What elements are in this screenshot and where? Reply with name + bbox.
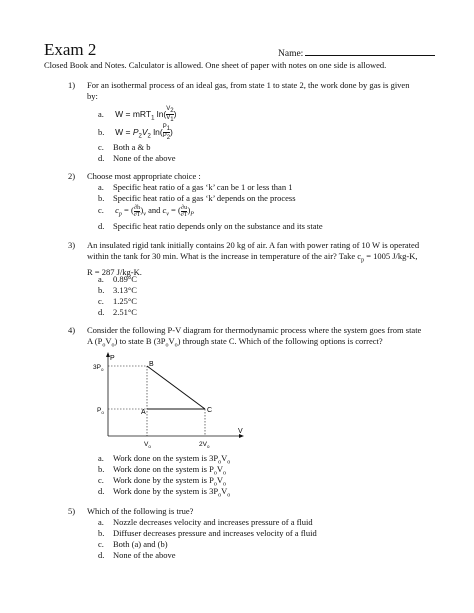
q3-option-b [98,285,137,295]
q4-option-c-text: Work done by the system is P [113,475,214,485]
q5-option-a-text: Nozzle decreases velocity and increases pressure of a fluid [113,517,313,527]
q4-option-c-letter: c. [98,475,104,485]
q3-option-c [98,296,137,306]
q2-option-a-letter: a. [98,182,104,192]
q4-stem-part5: ) through state C. Which of the following options is correct? [177,336,383,346]
pv-diagram [90,352,250,450]
q5-option-d-text: None of the above [113,550,176,560]
q1-option-d [98,153,176,163]
q3-option-d-letter: d. [98,307,105,317]
q2-option-d [98,221,323,231]
q5-option-c-text: Both (a) and (b) [113,539,168,549]
state-b-label: B [149,361,154,368]
q4-stem-part1: Consider the following P-V diagram for thermodynamic process where the system goes from state A (P [87,325,422,346]
q3-stem-sub: p [361,257,365,264]
q4-option-c-tail: V [216,475,223,485]
q3-option-b-text: 3.13°C [113,285,137,295]
q4-option-b-sub2: o [222,470,226,477]
q4-stem-part4: V [168,336,175,346]
q2-option-d-text: Specific heat ratio depends only on the substance and its state [113,221,323,231]
q2-option-d-letter: d. [98,221,105,231]
q2-stem: Choose most appropriate choice : [87,171,201,181]
state-c-label: C [207,407,213,414]
q3-option-a [98,274,137,284]
q3-option-c-text: 1.25°C [113,296,137,306]
q4-option-a-text: Work done on the system is 3P [113,453,219,463]
q1-option-b-formula: $W = P_2V_2$ ln( $\frac{P_1}{P_2}$ ) [115,124,173,142]
q2-number: 2) [68,171,76,181]
q1-option-a [98,106,176,123]
q1-stem: For an isothermal process of an ideal gas, from state 1 to state 2, the work done by gas is given by: [87,80,410,101]
q4-option-d-text: Work done by the system is 3P [113,486,219,496]
q1-option-a-letter: a. [98,108,104,119]
q4-option-c-sub2: o [222,481,226,488]
q4-stem-sub2: o [111,342,115,349]
q4-option-b-text: Work done on the system is P [113,464,214,474]
q1-option-b-letter: b. [98,126,105,137]
y-tick-3po: $3P_o$ [93,364,104,372]
q5-option-b-letter: b. [98,528,105,538]
q1-option-c-text: Both a & b [113,142,151,152]
q3-number: 3) [68,240,76,250]
q4-option-b-sub1: o [213,470,217,477]
q1-option-d-text: None of the above [113,153,176,163]
q5-option-d-letter: d. [98,550,105,560]
q1-option-a-formula: W = mRT$_1$ ln( $\frac{V_2}{V_1}$ ) [115,106,177,124]
q4-stem-sub1: o [102,342,106,349]
q3-stem-tail: = 1005 J/kg-K, R = 287 J/kg-K. [87,251,418,277]
q3-option-a-letter: a. [98,274,104,284]
x-tick-2vo: $2V_o$ [199,441,210,449]
q2-option-b-text: Specific heat ratio of a gas ‘k’ depends on the process [113,193,296,203]
q4-option-b-tail: V [216,464,223,474]
q4-stem-part2: V [105,336,112,346]
q4-stem-sub3: o [165,342,169,349]
q4-number: 4) [68,325,76,335]
q2-option-c-formula: $c_p$ = ( $\frac{\partial h}{\partial T}$ )$_v$ and $c_v$ = ( $\frac{\partial u}{\partial T}$ )$_P$ [115,205,194,219]
q1-option-d-letter: d. [98,153,105,163]
q1-option-c-letter: c. [98,142,104,152]
q1-option-c [98,142,151,152]
q4-option-d-sub1: o [218,492,222,499]
q5-option-d [98,550,176,560]
q3-option-b-letter: b. [98,285,105,295]
q1-number: 1) [68,80,76,90]
q4-option-a-tail: V [221,453,228,463]
q5-option-a [98,517,313,527]
name-label: Name: [278,49,304,59]
q3-option-d [98,307,137,317]
q2-option-c-letter: c. [98,205,104,216]
q4-stem-sub4: o [174,342,178,349]
q1-option-b [98,124,173,141]
q5-option-b [98,528,317,538]
p-axis-label: P [110,355,115,362]
q4-option-d-sub2: o [227,492,231,499]
q4-option-d-letter: d. [98,486,105,496]
q3-option-c-letter: c. [98,296,104,306]
q4-stem [87,325,422,352]
q3-stem [87,240,422,278]
state-a-label: A [141,409,146,416]
q2-option-c [98,205,194,218]
q5-option-a-letter: a. [98,517,104,527]
x-tick-vo: $V_o$ [144,441,151,449]
q4-option-d [98,486,230,499]
q4-option-a-sub2: o [227,459,231,466]
v-axis-label: V [238,428,243,435]
q4-option-d-tail: V [221,486,228,496]
exam-title: Exam 2 [44,40,97,59]
q5-option-b-text: Diffuser decreases pressure and increases velocity of a fluid [113,528,317,538]
exam-instructions: Closed Book and Notes. Calculator is allowed. One sheet of paper with notes on one side is allowed. [44,60,387,70]
q4-option-b-letter: b. [98,464,105,474]
q2-option-a [98,182,292,192]
name-field [278,46,435,59]
q4-stem-part3: ) to state B (3P [114,336,166,346]
name-blank-line [305,46,435,56]
q5-number: 5) [68,506,76,516]
q4-option-a-sub1: o [218,459,222,466]
y-tick-po: $P_o$ [97,407,104,415]
q5-stem: Which of the following is true? [87,506,194,516]
q2-option-a-text: Specific heat ratio of a gas ‘k’ can be 1 or less than 1 [113,182,293,192]
process-b-to-c [147,366,205,409]
q4-option-a-letter: a. [98,453,104,463]
q3-option-a-text: 0.89°C [113,274,137,284]
q2-option-b [98,193,296,203]
q5-option-c-letter: c. [98,539,104,549]
q3-stem-text: An insulated rigid tank initially contains 20 kg of air. A fan with power rating of 10 W is operated within the tank for 30 min. What is the increase in temperature of the air? Take c [87,240,420,261]
q3-option-d-text: 2.51°C [113,307,137,317]
q5-option-c [98,539,168,549]
q2-option-b-letter: b. [98,193,105,203]
q4-option-c-sub1: o [213,481,217,488]
